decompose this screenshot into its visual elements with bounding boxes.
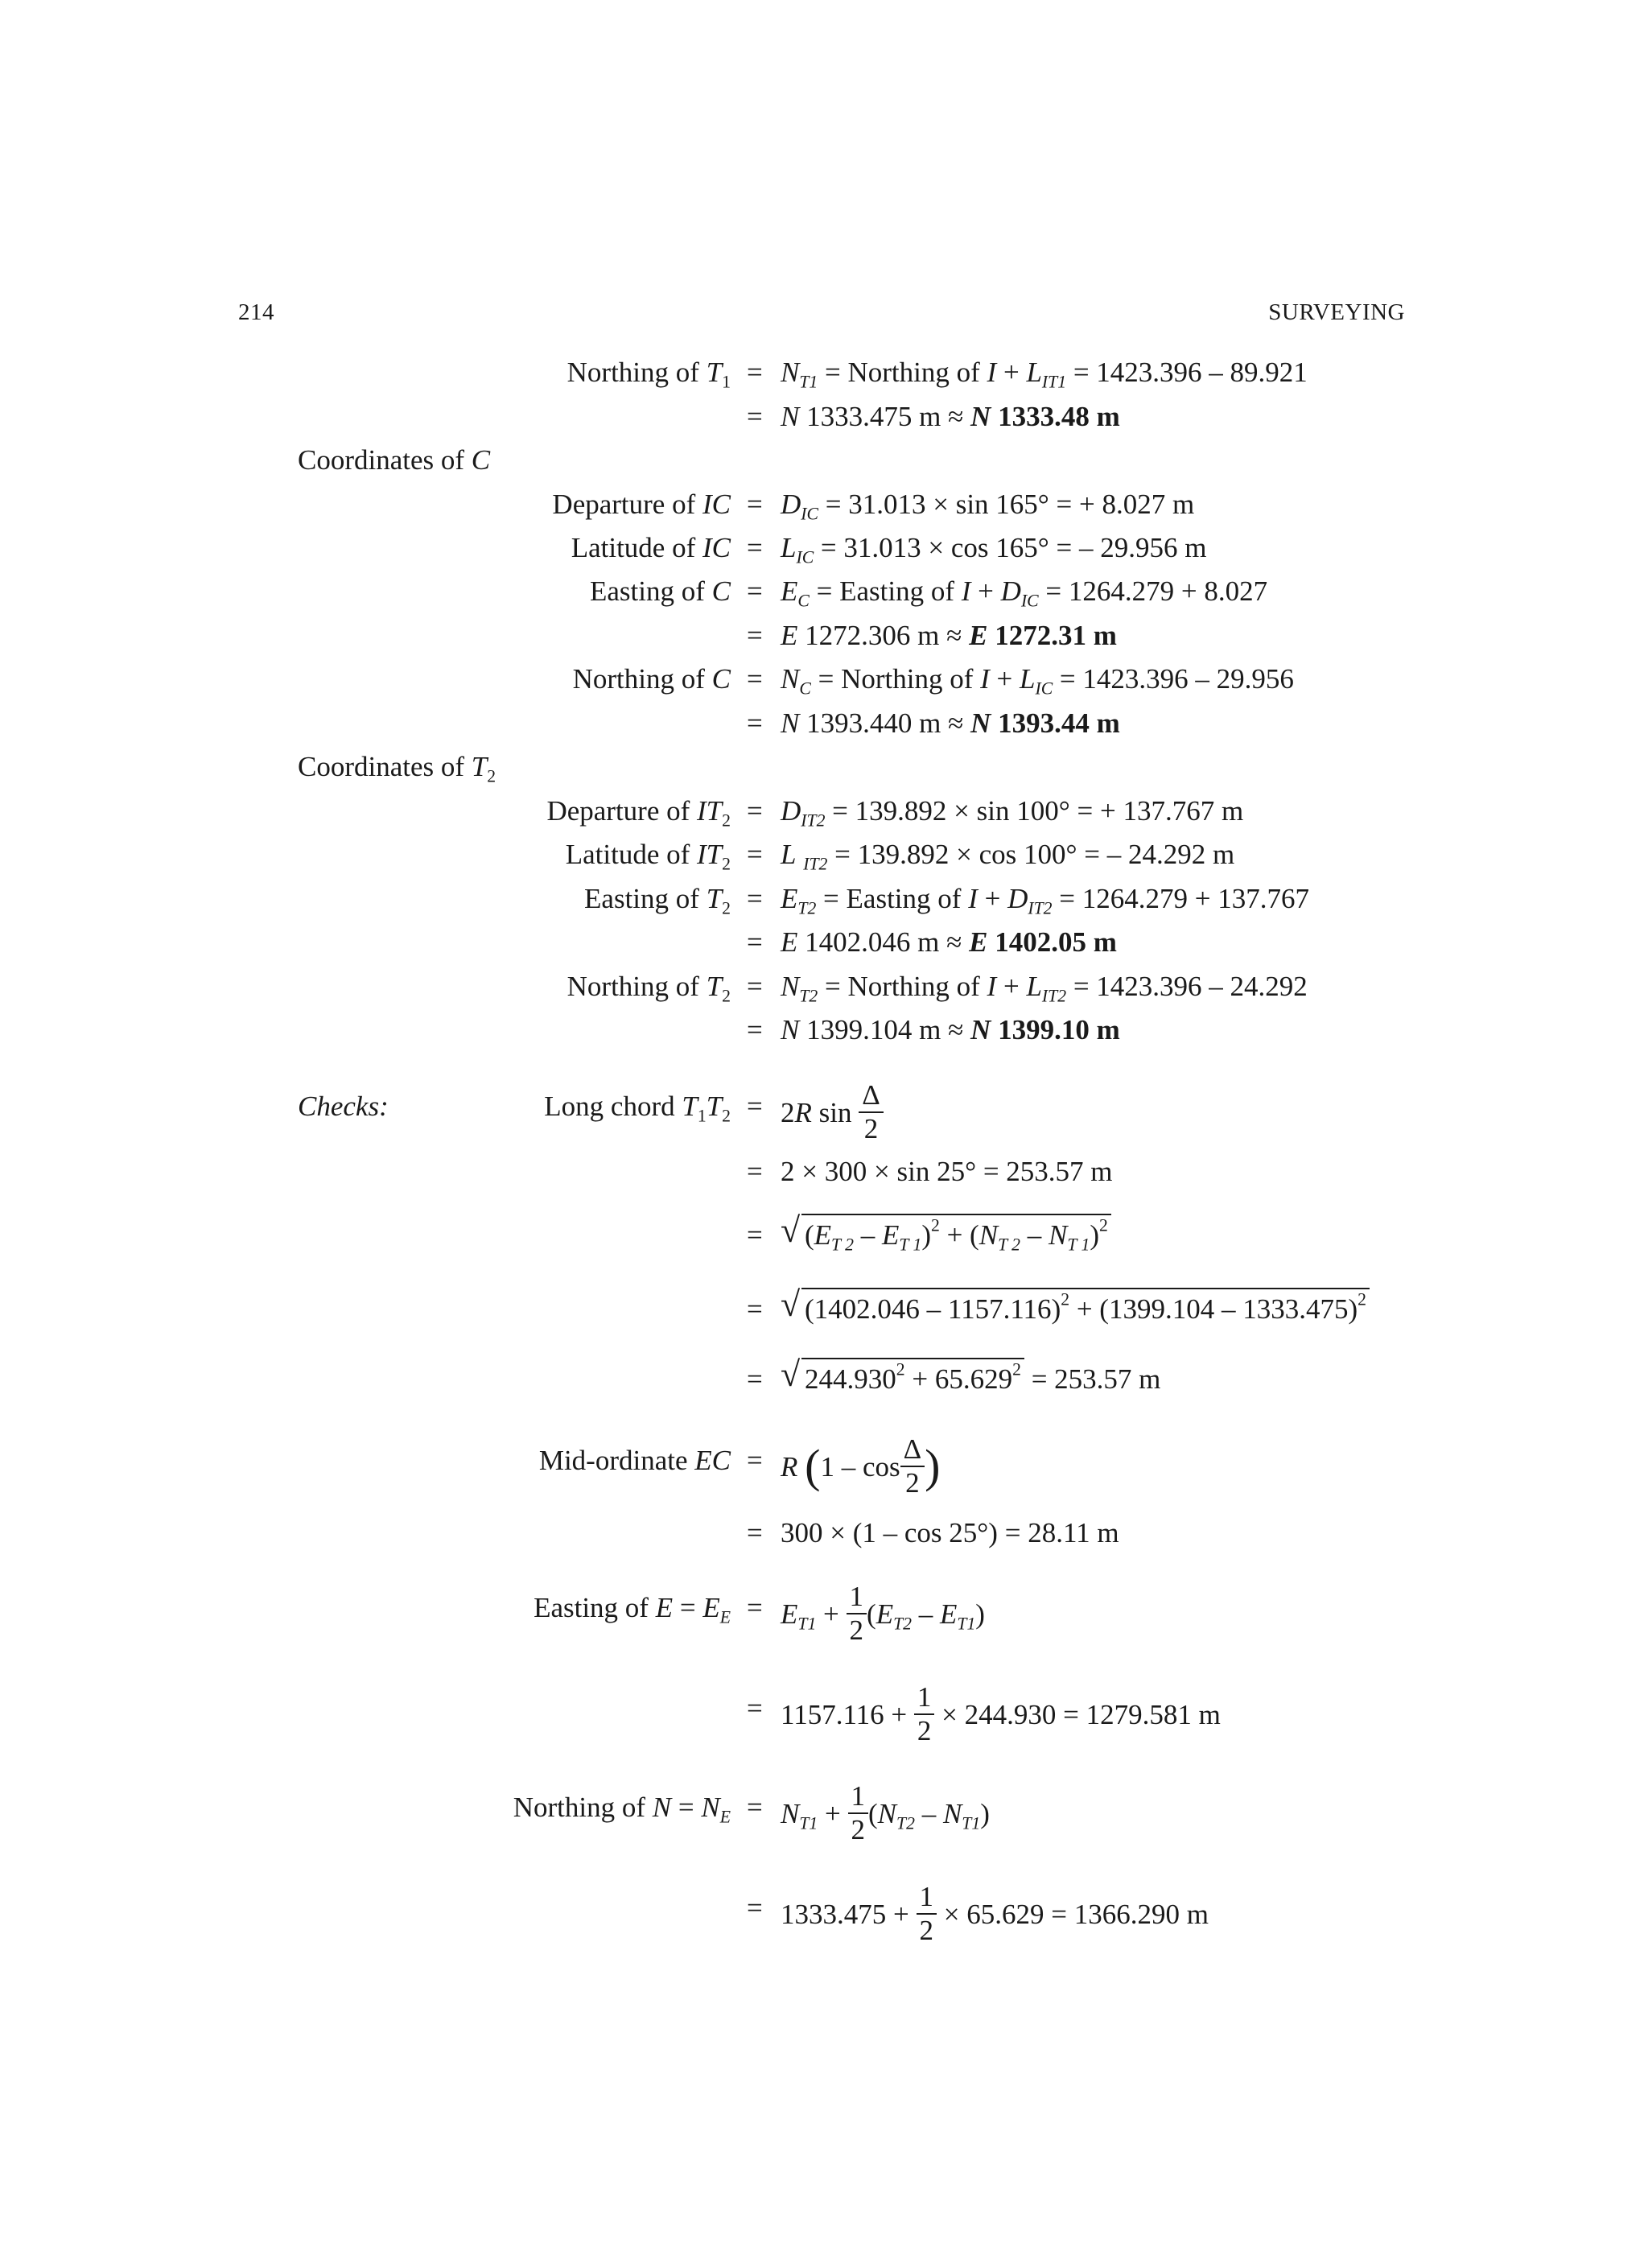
square-root-numeric: √ (1402.046 – 1157.116)$^2$ + (1399.104 – 1333.475)$^2$ bbox=[781, 1285, 1370, 1334]
northing-t1-line: Northing of $T_1$ = $N_{T1}$ = Northing of $I + L_{IT1} = 1423.396 - 89.921$ bbox=[566, 357, 1308, 392]
coordinates-t2-heading: Coordinates of $T_2$ bbox=[298, 751, 496, 786]
half-fraction: $\frac{1}{2}$ bbox=[914, 1681, 935, 1747]
easting-t2-result: = E 1402.046 m ≈ E 1402.05 m bbox=[747, 926, 1117, 958]
checks-label: Checks: bbox=[298, 1091, 389, 1122]
sqrt-symbolic-line: = √ $(E_{T 2} - E_{T 1})^2 + (N_{T 2} - N_{T 1})^2$ bbox=[0, 1211, 1648, 1260]
half-fraction: $\frac{1}{2}$ bbox=[847, 1581, 867, 1647]
square-root-symbolic: √ $(E_{T 2} - E_{T 1})^2 + (N_{T 2} - N_{T 1})^2$ bbox=[781, 1211, 1111, 1260]
easting-t2-line: Easting of $T_2$ = $E_{T2}$ = Easting of $I + D_{IT2} = 1264.279 + 137.767$ bbox=[584, 883, 1309, 918]
easting-c-result: = E 1272.306 m ≈ E 1272.31 m bbox=[747, 620, 1117, 651]
easting-c-line: Easting of C = $E_C$ = Easting of $I + D_{IC} = 1264.279 + 8.027$ bbox=[590, 575, 1268, 611]
easting-e-value-line: = 1157.116 + $\frac{1}{2}$ × 244.930 = 1279.581 m bbox=[747, 1681, 1221, 1746]
mid-ordinate-line: Mid-ordinate EC = R (1 – cos $\frac{\Delta}{2}$ ) bbox=[538, 1433, 941, 1499]
running-title: SURVEYING bbox=[1268, 299, 1405, 325]
sqrt-numeric-line: = √ (1402.046 – 1157.116)$^2$ + (1399.104 – 1333.475)$^2$ bbox=[0, 1285, 1648, 1334]
delta-over-two-fraction: $\frac{\Delta}{2}$ bbox=[859, 1079, 884, 1145]
northing-n-line: Northing of $N = N_E$ = $N_{T1}$ + $\frac{1}{2}$ $(N_{T2} - N_{T1})$ bbox=[513, 1780, 990, 1845]
departure-ic-line: Departure of IC = $D_{IC} = 31.013 \times \sin 165^\circ$ = + 8.027 m bbox=[552, 489, 1195, 524]
departure-it2-line: Departure of $IT_2$ = $D_{IT2} = 139.892 \times \sin 100^\circ$ = + 137.767 m bbox=[546, 795, 1244, 831]
chord-value-line: = 2 × 300 × sin 25° = 253.57 m bbox=[747, 1156, 1113, 1187]
northing-n-value-line: = 1333.475 + $\frac{1}{2}$ × 65.629 = 1366.290 m bbox=[747, 1881, 1209, 1946]
latitude-ic-line: Latitude of IC = $L_{IC} = 31.013 \times \cos 165^\circ$ = – 29.956 m bbox=[571, 532, 1207, 567]
northing-t1-result: = N 1333.475 m ≈ N 1333.48 m bbox=[747, 401, 1120, 432]
coordinates-c-heading: Coordinates of C bbox=[298, 444, 491, 476]
half-fraction: $\frac{1}{2}$ bbox=[917, 1881, 937, 1947]
long-chord-line: Long chord $T_1T_2$ = 2R sin $\frac{\Delta}{2}$ bbox=[0, 1082, 1648, 1131]
northing-c-result: = N 1393.440 m ≈ N 1393.44 m bbox=[747, 707, 1120, 739]
page-number: 214 bbox=[238, 299, 274, 325]
northing-c-line: Northing of C = $N_C$ = Northing of $I + L_{IC} = 1423.396 - 29.956$ bbox=[572, 663, 1294, 699]
delta-over-two-fraction: $\frac{\Delta}{2}$ bbox=[900, 1433, 925, 1499]
half-fraction: $\frac{1}{2}$ bbox=[848, 1780, 869, 1846]
latitude-it2-line: Latitude of $IT_2$ = L $_{IT2}$ = 139.892 × cos 100° = – 24.292 m bbox=[565, 839, 1235, 874]
northing-t2-result: = N 1399.104 m ≈ N 1399.10 m bbox=[747, 1014, 1120, 1045]
sqrt-result-line: = √ $244.930^2 + 65.629^2 = 253.57$ m bbox=[0, 1355, 1648, 1404]
northing-t2-line: Northing of $T_2$ = $N_{T2}$ = Northing of $I + L_{IT2} = 1423.396 - 24.292$ bbox=[566, 971, 1308, 1006]
mid-ordinate-value-line: = 300 × (1 – cos 25°) = 28.11 m bbox=[747, 1517, 1119, 1548]
easting-e-line: Easting of $E = E_E$ = $E_{T1}$ + $\frac{1}{2}$ $(E_{T2} - E_{T1})$ bbox=[534, 1581, 985, 1646]
square-root-result: √ $244.930^2 + 65.629^2$ bbox=[781, 1355, 1024, 1404]
